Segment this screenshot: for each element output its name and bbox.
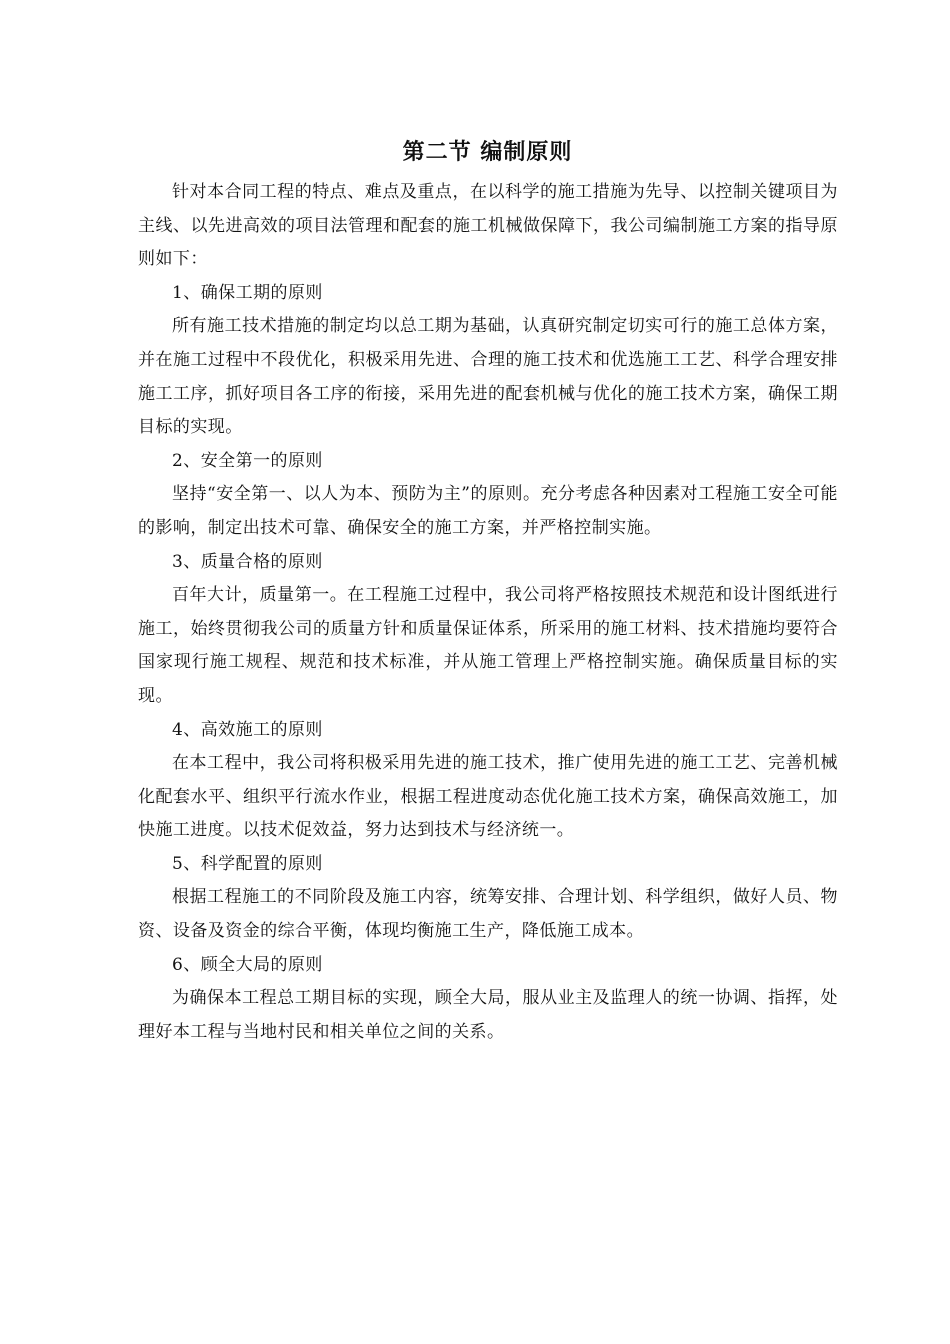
principle-paragraph-4: 在本工程中，我公司将积极采用先进的施工技术，推广使用先进的施工工艺、完善机械化配套水平、组织平行流水作业，根据工程进度动态优化施工技术方案，确保高效施工，加快施工进度。以技术促效益，努力达到技术与经济统一。 [138,753,838,841]
principle-paragraph-5: 根据工程施工的不同阶段及施工内容，统筹安排、合理计划、科学组织，做好人员、物资、设备及资金的综合平衡，体现均衡施工生产，降低施工成本。 [138,887,838,942]
principle-heading-3: 3、质量合格的原则 [172,551,323,572]
principle-heading-1: 1、确保工期的原则 [172,282,323,303]
intro-paragraph: 针对本合同工程的特点、难点及重点，在以科学的施工措施为先导、以控制关键项目为主线、以先进高效的项目法管理和配套的施工机械做保障下，我公司编制施工方案的指导原则如下： [138,182,838,270]
document-body [138,176,838,1049]
principle-paragraph-6: 为确保本工程总工期目标的实现，顾全大局，服从业主及监理人的统一协调、指挥，处理好本工程与当地村民和相关单位之间的关系。 [138,988,838,1042]
principle-paragraph-1: 所有施工技术措施的制定均以总工期为基础，认真研究制定切实可行的施工总体方案，并在施工过程中不段优化，积极采用先进、合理的施工技术和优选施工工艺、科学合理安排施工工序，抓好项目各工序的衔接，采用先进的配套机械与优化的施工技术方案，确保工期目标的实现。 [138,316,838,438]
principle-heading-6: 6、顾全大局的原则 [172,954,323,975]
section-title: 第二节 编制原则 [402,140,573,165]
principle-heading-4: 4、高效施工的原则 [172,719,323,740]
principle-paragraph-2: 坚持“安全第一、以人为本、预防为主”的原则。充分考虑各种因素对工程施工安全可能的影响，制定出技术可靠、确保安全的施工方案，并严格控制实施。 [138,484,838,538]
principle-paragraph-3: 百年大计，质量第一。在工程施工过程中，我公司将严格按照技术规范和设计图纸进行施工，始终贯彻我公司的质量方针和质量保证体系，所采用的施工材料、技术措施均要符合国家现行施工规程、规范和技术标准，并从施工管理上严格控制实施。确保质量目标的实现。 [138,585,838,706]
principle-heading-5: 5、科学配置的原则 [172,853,323,874]
principle-heading-2: 2、安全第一的原则 [172,450,323,471]
